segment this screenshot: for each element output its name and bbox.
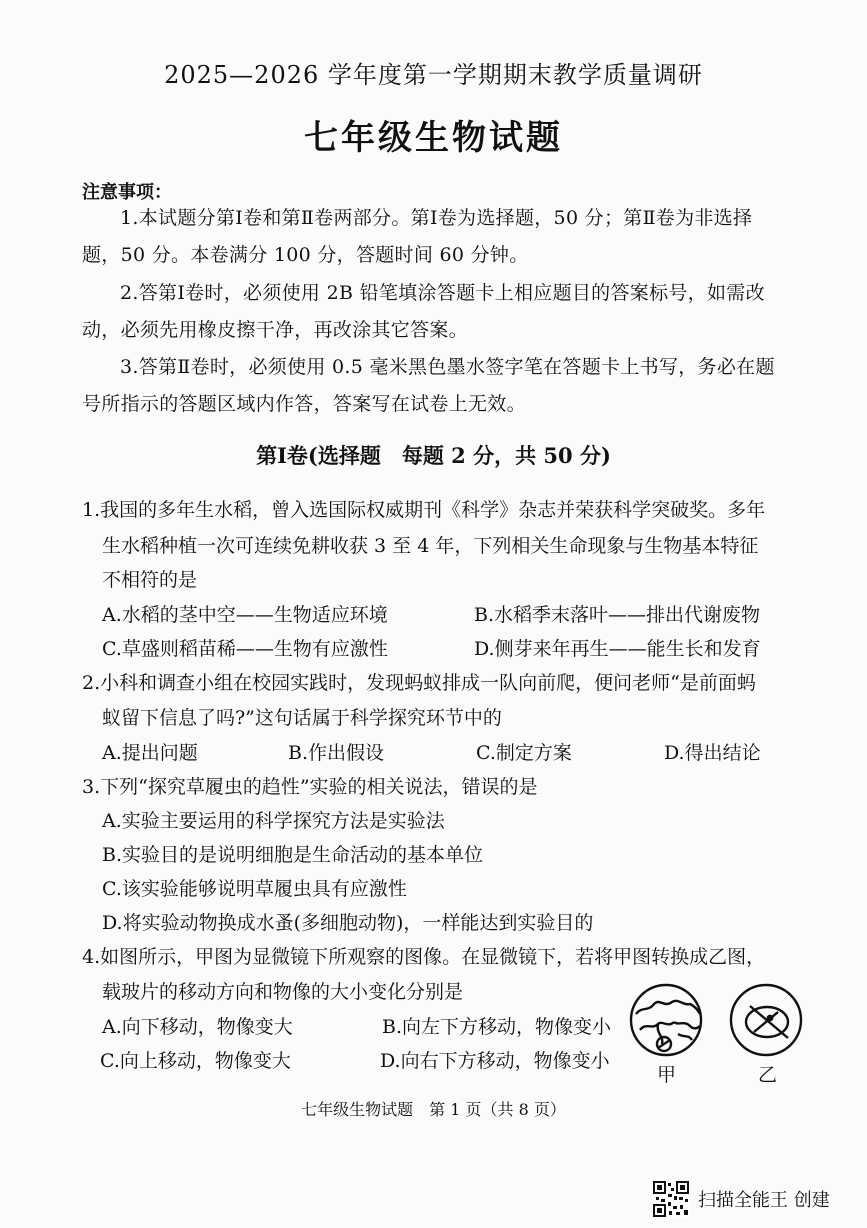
section-title: 第Ⅰ卷(选择题 每题 2 分，共 50 分) bbox=[256, 443, 611, 468]
question-4-line2: 载玻片的移动方向和物像的大小变化分别是 bbox=[102, 981, 464, 1003]
figure-jia-image bbox=[631, 985, 701, 1055]
question-3-line1: 3.下列“探究草履虫的趋性”实验的相关说法，错误的是 bbox=[82, 776, 538, 798]
question-2-option-b: B.作出假设 bbox=[288, 742, 385, 764]
notice-item-1-line1: 1.本试题分第Ⅰ卷和第Ⅱ卷两部分。第Ⅰ卷为选择题，50 分；第Ⅱ卷为非选择 bbox=[120, 207, 753, 229]
question-2-option-a: A.提出问题 bbox=[102, 742, 198, 764]
question-1-option-b: B.水稻季末落叶——排出代谢废物 bbox=[474, 604, 761, 626]
question-1-option-c: C.草盛则稻苗稀——生物有应激性 bbox=[102, 638, 388, 660]
notice-item-2-line2: 动，必须先用橡皮擦干净，再改涂其它答案。 bbox=[82, 319, 469, 341]
notice-item-3-line1: 3.答第Ⅱ卷时，必须使用 0.5 毫米黑色墨水签字笔在答题卡上书写，务必在题 bbox=[120, 356, 775, 378]
notice-title: 注意事项： bbox=[82, 182, 172, 203]
question-1-option-a: A.水稻的茎中空——生物适应环境 bbox=[102, 604, 388, 626]
notice-item-1-line2: 题，50 分。本卷满分 100 分，答题时间 60 分钟。 bbox=[82, 244, 529, 266]
question-1-option-d: D.侧芽来年再生——能生长和发育 bbox=[474, 638, 761, 660]
figure-label-yi: 乙 bbox=[758, 1064, 778, 1086]
question-4-option-b: B.向左下方移动，物像变小 bbox=[382, 1016, 612, 1038]
figure-yi-image bbox=[731, 985, 801, 1055]
question-2-line1: 2.小科和调查小组在校园实践时，发现蚂蚁排成一队向前爬，便问老师“是前面蚂 bbox=[82, 672, 756, 694]
exam-title: 2025—2026 学年度第一学期期末教学质量调研 bbox=[164, 61, 703, 89]
question-2-line2: 蚁留下信息了吗?”这句话属于科学探究环节中的 bbox=[102, 707, 502, 729]
subject-title: 七年级生物试题 bbox=[304, 118, 563, 158]
question-3-option-a: A.实验主要运用的科学探究方法是实验法 bbox=[102, 810, 445, 832]
microscope-figure bbox=[628, 982, 818, 1062]
page-footer: 七年级生物试题 第 1 页（共 8 页） bbox=[301, 1100, 566, 1119]
question-1-line2: 生水稻种植一次可连续免耕收获 3 至 4 年，下列相关生命现象与生物基本特征 bbox=[102, 535, 759, 557]
question-4-option-a: A.向下移动，物像变大 bbox=[102, 1016, 293, 1038]
question-3-option-d: D.将实验动物换成水蚤(多细胞动物)，一样能达到实验目的 bbox=[102, 912, 594, 934]
qr-code-icon bbox=[652, 1180, 690, 1218]
question-4-option-d: D.向右下方移动，物像变小 bbox=[380, 1050, 610, 1072]
question-2-option-c: C.制定方案 bbox=[476, 742, 572, 764]
question-3-option-b: B.实验目的是说明细胞是生命活动的基本单位 bbox=[102, 844, 484, 866]
question-2-option-d: D.得出结论 bbox=[664, 742, 761, 764]
question-4-line1: 4.如图所示，甲图为显微镜下所观察的图像。在显微镜下，若将甲图转换成乙图， bbox=[82, 946, 766, 968]
watermark-text: 扫描全能王 创建 bbox=[698, 1190, 830, 1211]
question-4-option-c: C.向上移动，物像变大 bbox=[100, 1050, 291, 1072]
question-1-line1: 1.我国的多年生水稻，曾入选国际权威期刊《科学》杂志并荣获科学突破奖。多年 bbox=[82, 499, 766, 521]
notice-item-3-line2: 号所指示的答题区域内作答，答案写在试卷上无效。 bbox=[82, 393, 526, 415]
scanner-watermark bbox=[652, 1180, 830, 1218]
question-3-option-c: C.该实验能够说明草履虫具有应激性 bbox=[102, 878, 407, 900]
notice-item-2-line1: 2.答第Ⅰ卷时，必须使用 2B 铅笔填涂答题卡上相应题目的答案标号，如需改 bbox=[120, 282, 765, 304]
figure-label-jia: 甲 bbox=[657, 1064, 677, 1086]
question-1-line3: 不相符的是 bbox=[102, 569, 198, 591]
